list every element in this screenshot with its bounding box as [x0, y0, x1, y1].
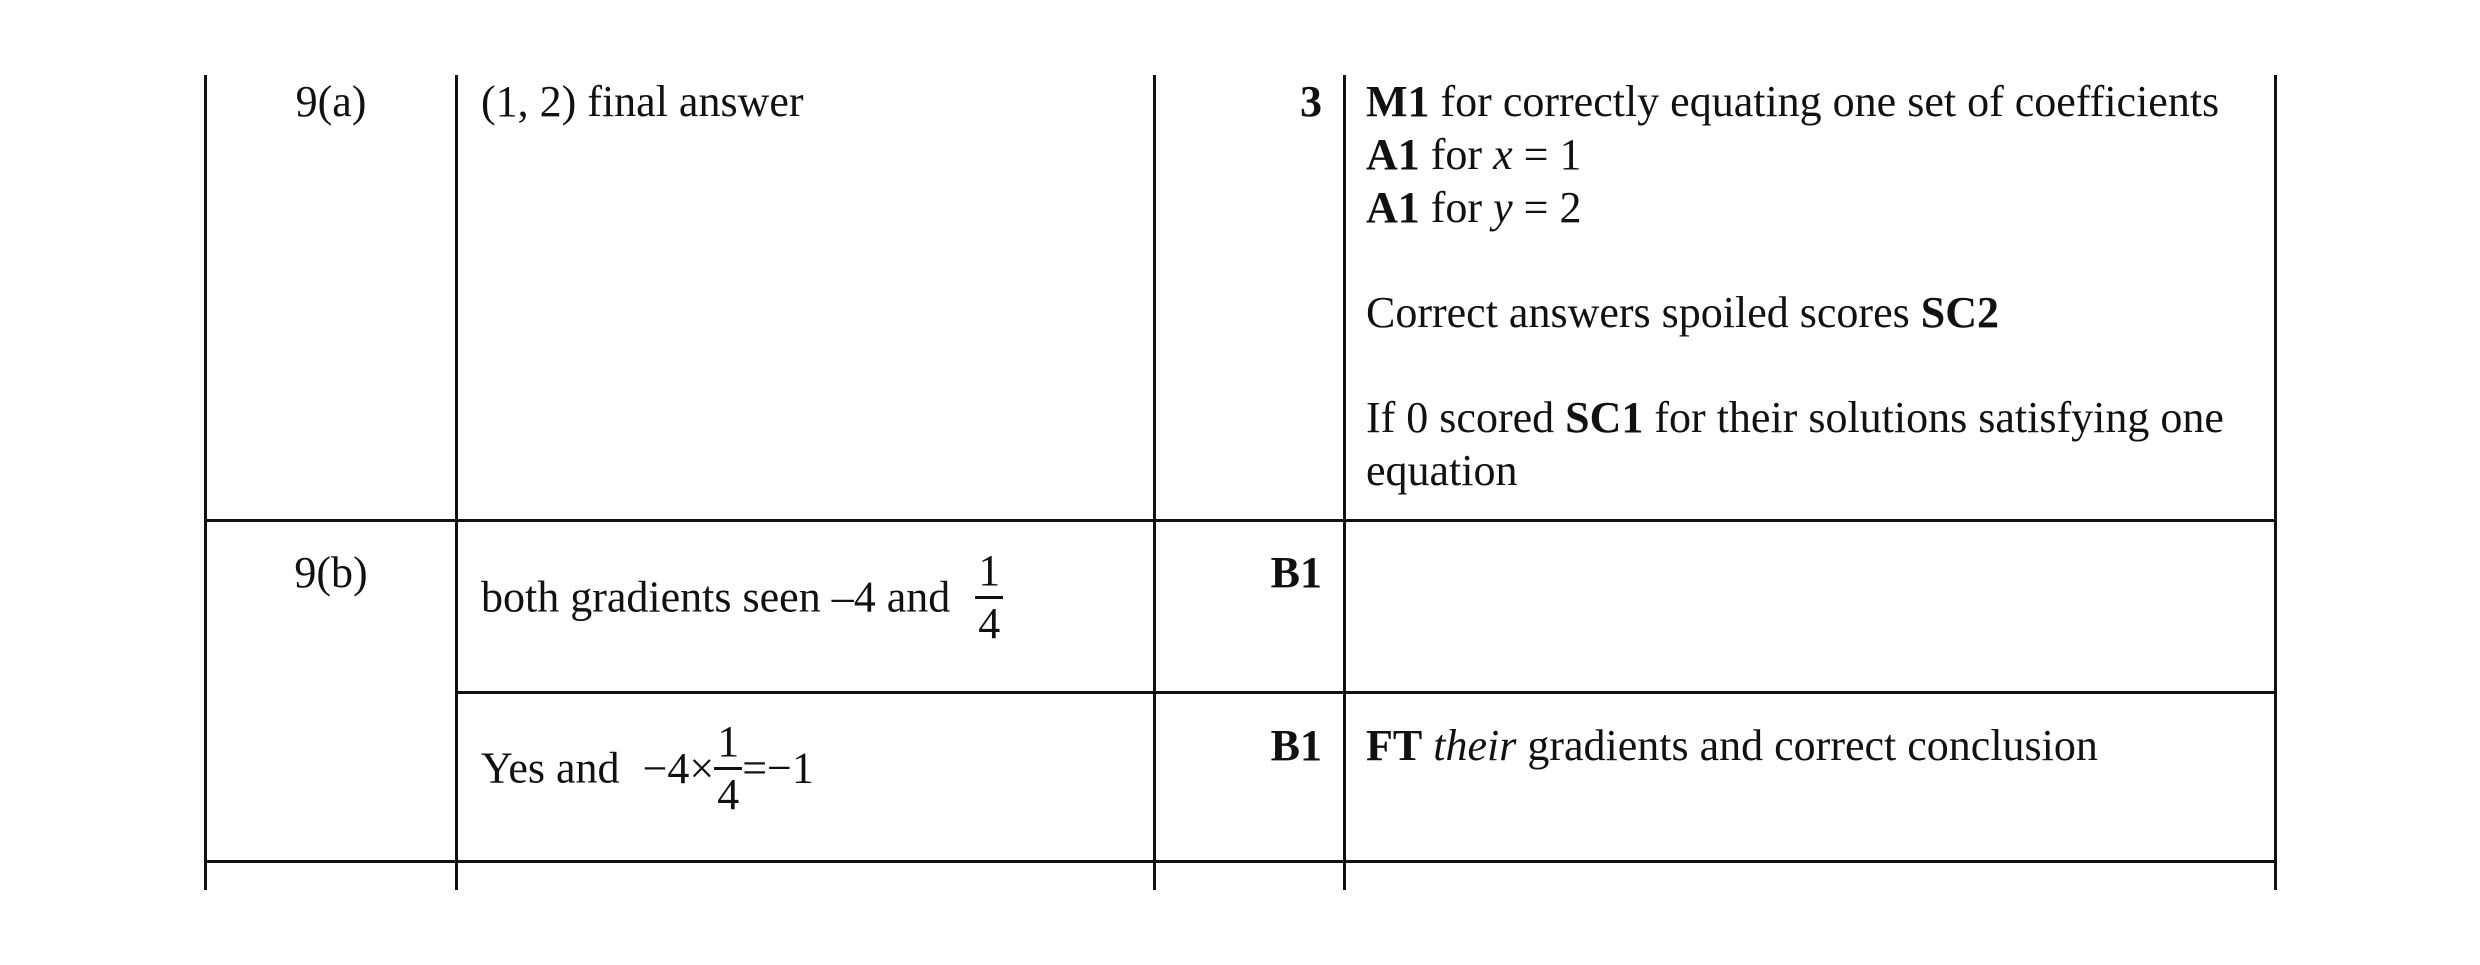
guidance-text: for their solutions satisfying one: [1643, 393, 2224, 442]
guidance-text: Correct answers spoiled scores: [1366, 288, 1921, 337]
fraction-numerator: 1: [714, 717, 742, 770]
mark-9b-part-1: B1: [1270, 548, 1322, 597]
fraction-denominator: 4: [717, 770, 740, 819]
guidance-text: for correctly equating one set of coefficients: [1429, 77, 2220, 126]
guidance-9a-line-1: [1366, 75, 2271, 128]
guidance-text: gradients and correct conclusion: [1516, 721, 2098, 770]
mark-code-m1: M1: [1366, 77, 1430, 126]
guidance-9b-part-2: [1366, 719, 2098, 772]
guidance-9a-special-case-1-continued: equation: [1366, 446, 1518, 495]
row-divider-bottom: [204, 860, 2277, 863]
mark-code-ft: FT: [1366, 721, 1423, 770]
mark-9a: 3: [1300, 77, 1322, 126]
question-number-9b: 9(b): [294, 548, 368, 597]
variable-x: x: [1493, 130, 1513, 179]
row-divider-9a-9b: [204, 519, 2277, 522]
expression-suffix: =−1: [742, 743, 814, 793]
answer-9b-part-2: [481, 717, 814, 824]
mark-code-a1: A1: [1366, 130, 1420, 179]
expression-prefix: −4×: [642, 743, 715, 793]
fraction-one-quarter: [975, 546, 1003, 649]
answer-text: Yes and: [481, 743, 620, 793]
mark-code-sc2: SC2: [1920, 288, 1999, 337]
guidance-9a-line-3: [1366, 181, 2271, 234]
guidance-text: = 1: [1512, 130, 1582, 179]
guidance-italic: their: [1433, 721, 1517, 770]
fraction-denominator: 4: [978, 599, 1001, 648]
guidance-9a: [1366, 75, 2271, 497]
guidance-text: for: [1419, 130, 1494, 179]
row-divider-9b-parts: [455, 691, 2277, 694]
guidance-9a-special-case-2: [1366, 286, 2271, 339]
mark-code-a1: A1: [1366, 183, 1420, 232]
answer-9a: (1, 2) final answer: [481, 77, 804, 126]
variable-y: y: [1493, 183, 1513, 232]
guidance-text: = 2: [1512, 183, 1582, 232]
guidance-text: If 0 scored: [1366, 393, 1566, 442]
table-border-right: [2274, 75, 2277, 890]
table-border-left: [204, 75, 207, 890]
answer-text: both gradients seen –4 and: [481, 572, 951, 622]
column-divider-3: [1343, 75, 1346, 890]
fraction-numerator: 1: [975, 546, 1003, 599]
mark-9b-part-2: B1: [1270, 721, 1322, 770]
answer-9b-part-1: [481, 546, 1003, 653]
column-divider-1: [455, 75, 458, 890]
guidance-9a-special-case-1: [1366, 391, 2271, 444]
question-number-9a: 9(a): [295, 77, 367, 126]
mark-code-sc1: SC1: [1565, 393, 1644, 442]
fraction-one-quarter: [714, 717, 742, 820]
guidance-9a-line-2: [1366, 128, 2271, 181]
guidance-text: for: [1419, 183, 1494, 232]
